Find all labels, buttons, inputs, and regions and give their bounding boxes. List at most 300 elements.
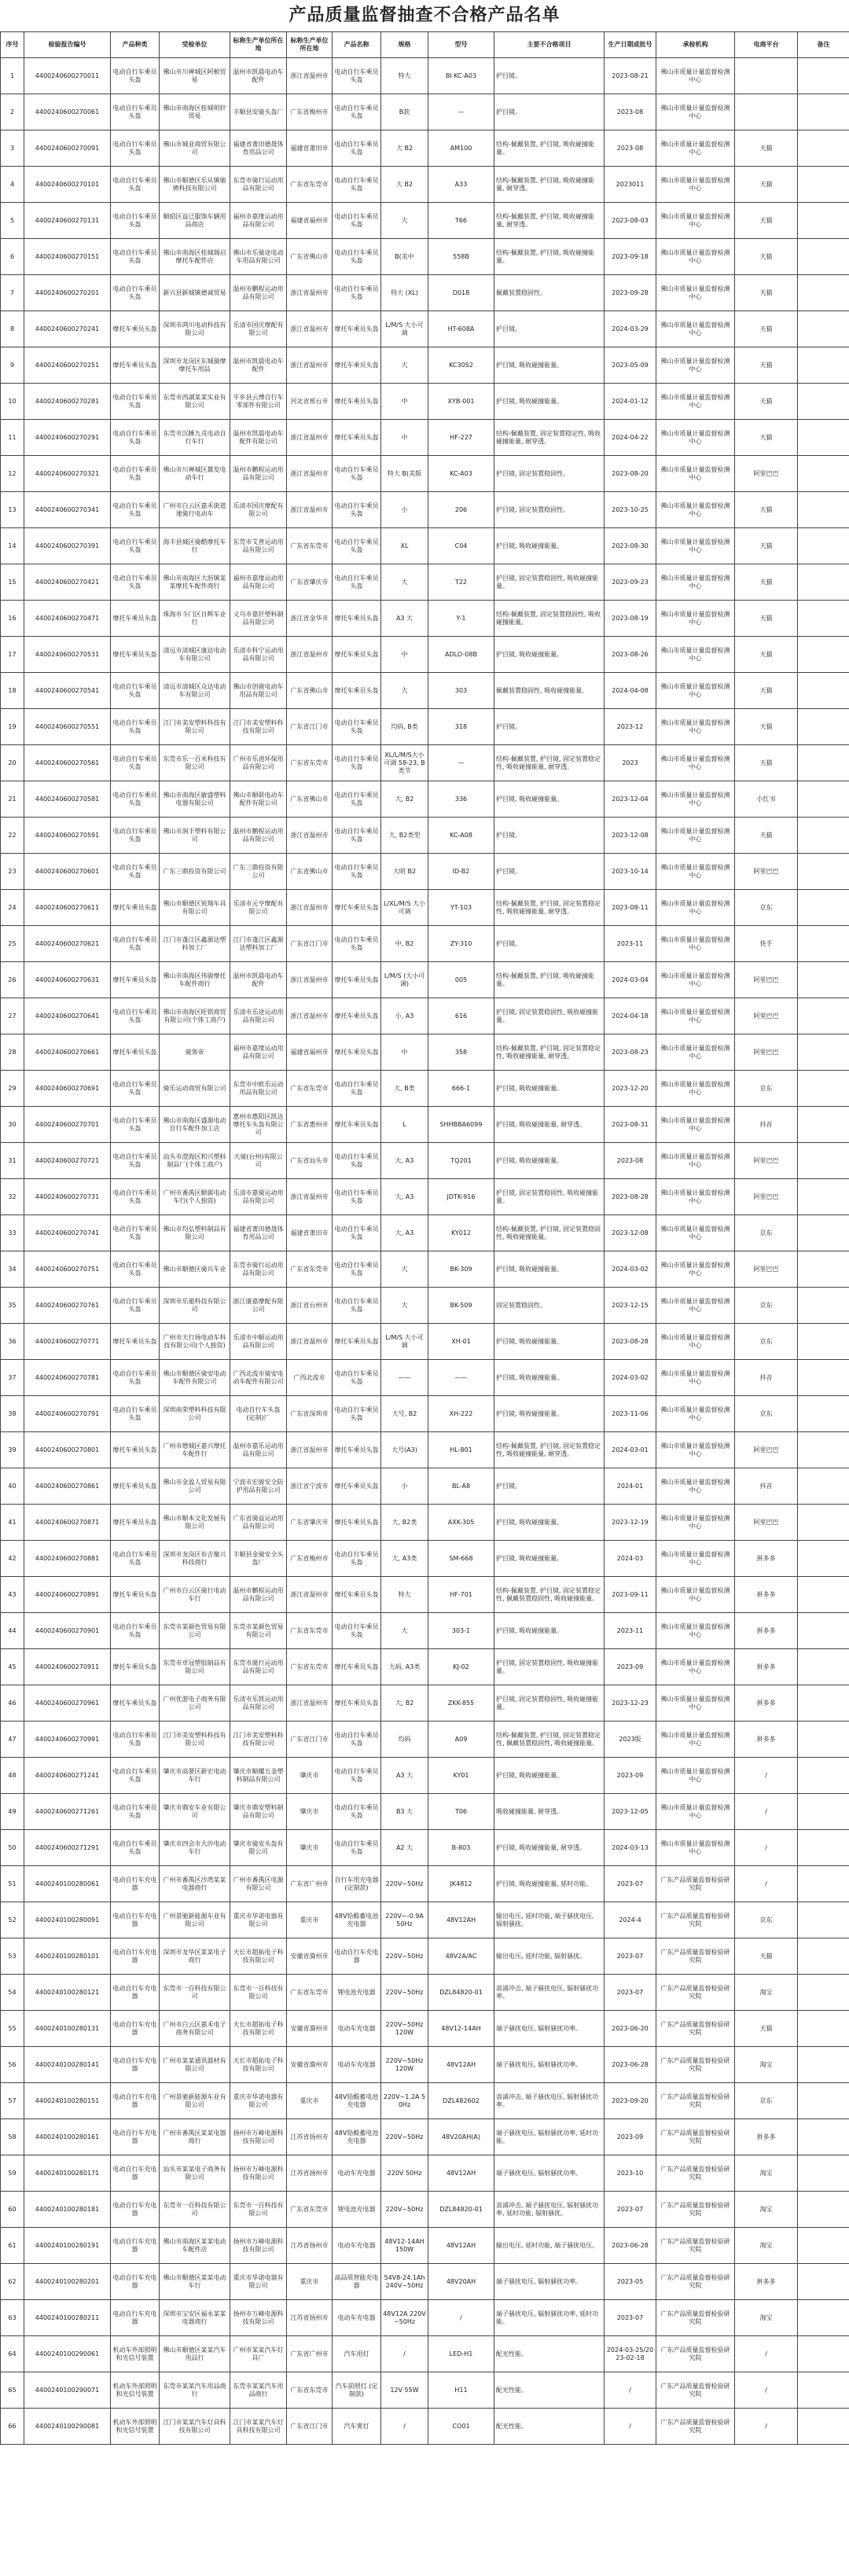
cell-batch: 2023-12-15 <box>605 1288 656 1324</box>
cell-report-no: 4400240600270701 <box>24 1107 111 1143</box>
cell-maker-location: 浙江省温州市 <box>287 998 333 1034</box>
cell-spec: 大 <box>381 564 428 601</box>
cell-lab: 广东产品质量监督检验研究院 <box>656 2409 735 2445</box>
cell-index: 14 <box>1 528 24 564</box>
cell-platform: / <box>735 1866 798 1902</box>
table-row <box>1 1577 849 1613</box>
cell-lab: 佛山市质量计量监督检测中心 <box>656 203 735 239</box>
cell-lab: 佛山市质量计量监督检测中心 <box>656 58 735 94</box>
cell-remark <box>798 745 849 781</box>
cell-spec: 220V~50Hz 120W <box>381 2047 428 2083</box>
table-row <box>1 1866 849 1902</box>
cell-product-name: 电动自行车乘员头盔 <box>333 1360 381 1396</box>
cell-report-no: 4400240600270721 <box>24 1143 111 1179</box>
cell-report-no: 4400240100280131 <box>24 2011 111 2047</box>
cell-lab: 佛山市质量计量监督检测中心 <box>656 962 735 998</box>
cell-category: 电动自行车乘员头盔 <box>111 1215 160 1251</box>
cell-remark <box>798 2119 849 2155</box>
cell-inspected-unit: 广州景驰新能源车业有限公司 <box>160 2083 230 2119</box>
cell-index: 51 <box>1 1866 24 1902</box>
cell-inspected-unit: 佛山市南海区旺铭商贸有限公司(个体工商户) <box>160 998 230 1034</box>
cell-lab: 广东产品质量监督检验研究院 <box>656 1902 735 1938</box>
cell-maker-location: 广东省汕头市 <box>287 1143 333 1179</box>
cell-spec: 220V~-0.9A 50Hz <box>381 1902 428 1938</box>
cell-inspected-unit: 佛山市顺德区某某汽车用品行 <box>160 2336 230 2372</box>
cell-maker-unit: 广东省骑益运动用品有限公司 <box>230 1505 287 1541</box>
cell-report-no: 4400240600270641 <box>24 998 111 1034</box>
cell-maker-location: 重庆市 <box>287 2083 333 2119</box>
cell-batch: 2023-08 <box>605 1143 656 1179</box>
cell-inspected-unit: 东莞市乐一百米科技有限公司 <box>160 745 230 781</box>
cell-maker-unit: 福州市嘉缘运动用品有限公司 <box>230 1034 287 1071</box>
cell-batch: 2023-08-28 <box>605 1324 656 1360</box>
cell-maker-location: 重庆市 <box>287 2264 333 2300</box>
cell-remark <box>798 926 849 962</box>
cell-maker-unit: 扬州市万峰电源科技有限公司 <box>230 2155 287 2192</box>
cell-maker-location: 广东省江门市 <box>287 926 333 962</box>
cell-maker-unit: 乐清市国庆摩配有限公司 <box>230 311 287 347</box>
cell-lab: 佛山市质量计量监督检测中心 <box>656 1034 735 1071</box>
cell-spec: 大, B2类型 <box>381 818 428 854</box>
cell-maker-location: 肇庆市 <box>287 1794 333 1830</box>
cell-category: 电动自行车乘员头盔 <box>111 1396 160 1432</box>
cell-index: 39 <box>1 1432 24 1468</box>
cell-inspected-unit: 江门市美安塑料科技有限公司 <box>160 1722 230 1758</box>
cell-model: ZY-310 <box>428 926 494 962</box>
cell-report-no: 4400240600270631 <box>24 962 111 998</box>
cell-index: 16 <box>1 601 24 637</box>
cell-failed-items: 护目镜, 吸收碰撞能量。 <box>494 1324 605 1360</box>
cell-inspected-unit: 佛山市南海区盛源电动自行车配件加工店 <box>160 1107 230 1143</box>
cell-maker-location: 浙江省宁波市 <box>287 1468 333 1505</box>
table-row <box>1 492 849 528</box>
table-row <box>1 420 849 456</box>
cell-maker-location: 重庆市 <box>287 1902 333 1938</box>
cell-index: 59 <box>1 2155 24 2192</box>
cell-category: 摩托车乘员头盔 <box>111 1468 160 1505</box>
cell-model: A09 <box>428 1722 494 1758</box>
cell-report-no: 4400240600270011 <box>24 58 111 94</box>
cell-index: 26 <box>1 962 24 998</box>
cell-maker-location: 浙江省温州市 <box>287 890 333 926</box>
cell-model: 48V2A/AC <box>428 1938 494 1975</box>
cell-inspected-unit: 海丰县城区骑酷摩托车行 <box>160 528 230 564</box>
cell-product-name: 摩托车乘员头盔 <box>333 673 381 709</box>
cell-lab: 佛山市质量计量监督检测中心 <box>656 890 735 926</box>
cell-platform: 天猫 <box>735 1938 798 1975</box>
cell-spec: 特大 B(美版 <box>381 456 428 492</box>
cell-category: 电动自行车乘员头盔 <box>111 673 160 709</box>
cell-product-name: 电动自行车乘员头盔 <box>333 926 381 962</box>
cell-batch: 2023-12-04 <box>605 781 656 818</box>
cell-index: 56 <box>1 2047 24 2083</box>
cell-platform: 小红书 <box>735 781 798 818</box>
table-row <box>1 1722 849 1758</box>
cell-spec: L/M/S 大小可调 <box>381 1324 428 1360</box>
cell-report-no: 4400240100280061 <box>24 1866 111 1902</box>
cell-maker-location: 广东省东莞市 <box>287 2372 333 2409</box>
cell-lab: 佛山市质量计量监督检测中心 <box>656 275 735 311</box>
cell-maker-unit: 温州市嘉乐运动用品有限公司 <box>230 1432 287 1468</box>
cell-report-no: 4400240600270561 <box>24 745 111 781</box>
cell-spec: 小 <box>381 1468 428 1505</box>
cell-batch: 2023版 <box>605 1722 656 1758</box>
cell-remark <box>798 239 849 275</box>
cell-index: 61 <box>1 2228 24 2264</box>
cell-category: 电动自行车充电器 <box>111 1902 160 1938</box>
cell-remark <box>798 2228 849 2264</box>
cell-report-no: 4400240100280181 <box>24 2192 111 2228</box>
cell-lab: 广东产品质量监督检验研究院 <box>656 1866 735 1902</box>
cell-index: 37 <box>1 1360 24 1396</box>
cell-product-name: 电动自行车乘员头盔 <box>333 745 381 781</box>
cell-category: 机动车外部照明和光信号装置 <box>111 2372 160 2409</box>
cell-lab: 佛山市质量计量监督检测中心 <box>656 1107 735 1143</box>
table-row <box>1 2300 849 2336</box>
cell-inspected-unit: 东莞市某某汽车用品商行 <box>160 2372 230 2409</box>
cell-failed-items: 护目镜, 吸收碰撞能量。 <box>494 1071 605 1107</box>
cell-batch: 2024-03-01 <box>605 1432 656 1468</box>
cell-lab: 佛山市质量计量监督检测中心 <box>656 1722 735 1758</box>
cell-model: 005 <box>428 962 494 998</box>
cell-model: T66 <box>428 203 494 239</box>
cell-failed-items: 吸收碰撞能量, 耐穿透。 <box>494 1794 605 1830</box>
cell-lab: 广东产品质量监督检验研究院 <box>656 2372 735 2409</box>
cell-report-no: 4400240600270531 <box>24 637 111 673</box>
cell-platform: 阿里巴巴 <box>735 1251 798 1288</box>
cell-platform: 天猫 <box>735 673 798 709</box>
cell-batch: 2023-06-20 <box>605 2011 656 2047</box>
cell-report-no: 4400240600270241 <box>24 311 111 347</box>
table-row <box>1 239 849 275</box>
cell-inspected-unit: 深圳市龙岗区东城骑摩摩托车用品 <box>160 347 230 384</box>
cell-category: 电动自行车乘员头盔 <box>111 818 160 854</box>
cell-lab: 佛山市质量计量监督检测中心 <box>656 1830 735 1866</box>
cell-maker-unit: 扬州市万峰电源科技有限公司 <box>230 2300 287 2336</box>
cell-remark <box>798 998 849 1034</box>
cell-product-name: 电动自行车乘员头盔 <box>333 1251 381 1288</box>
cell-batch: 2023011 <box>605 167 656 203</box>
cell-product-name: 电动自行车乘员头盔 <box>333 456 381 492</box>
table-row <box>1 2409 849 2445</box>
cell-remark <box>798 962 849 998</box>
cell-spec: 大, B2 <box>381 1685 428 1722</box>
cell-index: 23 <box>1 854 24 890</box>
cell-product-name: 电动自行车乘员头盔 <box>333 203 381 239</box>
cell-spec: A2 大 <box>381 1830 428 1866</box>
cell-maker-location: 广东省东莞市 <box>287 1613 333 1649</box>
cell-spec: / <box>381 2336 428 2372</box>
table-row <box>1 1975 849 2011</box>
cell-product-name: 电动自行车乘员头盔 <box>333 1071 381 1107</box>
cell-model: DZL482602 <box>428 2083 494 2119</box>
table-row <box>1 1505 849 1541</box>
cell-remark <box>798 2155 849 2192</box>
cell-failed-items: 浪涌冲击, 端子骚扰电压, 辐射骚扰功率, 延时功能, 辐射骚扰。 <box>494 2192 605 2228</box>
cell-category: 电动自行车乘员头盔 <box>111 492 160 528</box>
cell-failed-items: 端子骚扰电压, 辐射骚扰功率。 <box>494 2264 605 2300</box>
cell-inspected-unit: 广州市番禺区顺骐电动车行(个人独资) <box>160 1179 230 1215</box>
cell-maker-location: 浙江省温州市 <box>287 492 333 528</box>
cell-spec: 大 <box>381 1251 428 1288</box>
cell-product-name: 电动自行车乘员头盔 <box>333 1758 381 1794</box>
cell-failed-items: 护目镜, 固定装置稳固性, 吸收碰撞能量。 <box>494 1649 605 1685</box>
cell-product-name: 摩托车乘员头盔 <box>333 890 381 926</box>
cell-remark <box>798 1432 849 1468</box>
cell-maker-location: 浙江省温州市 <box>287 420 333 456</box>
cell-index: 44 <box>1 1613 24 1649</box>
cell-product-name: 电动车充电器 <box>333 2300 381 2336</box>
cell-category: 电动自行车乘员头盔 <box>111 1179 160 1215</box>
cell-maker-location: 广东省梅州市 <box>287 1541 333 1577</box>
cell-spec: L/M/S (大小可调) <box>381 962 428 998</box>
cell-model: BK-309 <box>428 1251 494 1288</box>
cell-index: 31 <box>1 1143 24 1179</box>
cell-product-name: 电动自行车乘员头盔 <box>333 1794 381 1830</box>
cell-inspected-unit: 肇庆市鼎安车业有限公司 <box>160 1794 230 1830</box>
cell-inspected-unit: 佛山市润丰塑料有限公司 <box>160 818 230 854</box>
cell-maker-unit: 佛山市顺联电动车配件有限公司 <box>230 781 287 818</box>
cell-lab: 佛山市质量计量监督检测中心 <box>656 745 735 781</box>
cell-category: 电动自行车充电器 <box>111 2083 160 2119</box>
cell-report-no: 4400240600270061 <box>24 94 111 130</box>
table-row <box>1 637 849 673</box>
table-row <box>1 456 849 492</box>
cell-inspected-unit: 广州市增城区嘉兴摩托车配件行 <box>160 1432 230 1468</box>
cell-batch: 2023-11 <box>605 926 656 962</box>
cell-category: 摩托车乘员头盔 <box>111 1505 160 1541</box>
cell-model: 318 <box>428 709 494 745</box>
cell-platform: 天猫 <box>735 384 798 420</box>
cell-report-no: 4400240600270131 <box>24 203 111 239</box>
cell-maker-location: 广东省东莞市 <box>287 1251 333 1288</box>
cell-inspected-unit: 深圳市鸿川电动科技有限公司 <box>160 311 230 347</box>
cell-report-no: 4400240600270471 <box>24 601 111 637</box>
cell-platform: / <box>735 2336 798 2372</box>
cell-model: JK4812 <box>428 1866 494 1902</box>
cell-failed-items: 端子骚扰电压, 辐射骚扰功率, 延时功能。 <box>494 2300 605 2336</box>
cell-model: KC-A08 <box>428 818 494 854</box>
cell-product-name: 电动自行车乘员头盔 <box>333 781 381 818</box>
cell-maker-unit: 惠州市惠阳区凯达摩托车头盔有限公司 <box>230 1107 287 1143</box>
cell-inspected-unit: 广州市白云区嘉禾电子商务有限公司 <box>160 2011 230 2047</box>
cell-index: 3 <box>1 130 24 167</box>
cell-failed-items: 结构-佩戴装置, 护目镜, 吸收碰撞能量, 耐穿透。 <box>494 167 605 203</box>
cell-report-no: 4400240600270731 <box>24 1179 111 1215</box>
cell-platform: 抖音 <box>735 1360 798 1396</box>
table-row <box>1 1360 849 1396</box>
cell-inspected-unit: 广州优游电子商务有限公司 <box>160 1685 230 1722</box>
cell-failed-items: 佩戴装置稳固性。 <box>494 275 605 311</box>
cell-platform: 拼多多 <box>735 1722 798 1758</box>
cell-lab: 广东产品质量监督检验研究院 <box>656 2011 735 2047</box>
cell-model: DZL84820-01 <box>428 2192 494 2228</box>
cell-inspected-unit: 东莞市某颜色贸易有限公司 <box>160 1613 230 1649</box>
cell-index: 41 <box>1 1505 24 1541</box>
cell-spec: 大 <box>381 203 428 239</box>
cell-lab: 佛山市质量计量监督检测中心 <box>656 1468 735 1505</box>
cell-index: 33 <box>1 1215 24 1251</box>
cell-platform: 京东 <box>735 1215 798 1251</box>
cell-spec: 大明 B2 <box>381 854 428 890</box>
cell-inspected-unit: 深圳市龙岗区布吉聚兴科技商行 <box>160 1541 230 1577</box>
table-row <box>1 384 849 420</box>
column-header-col-maker-location: 标称生产单位所在地 <box>287 32 333 58</box>
cell-inspected-unit: 广州市番禺区沙湾某某电器商行 <box>160 1866 230 1902</box>
cell-report-no: 4400240100290071 <box>24 2372 111 2409</box>
cell-model: H11 <box>428 2372 494 2409</box>
cell-batch: 2023-08-23 <box>605 1034 656 1071</box>
cell-index: 15 <box>1 564 24 601</box>
cell-report-no: 4400240600270751 <box>24 1251 111 1288</box>
cell-index: 40 <box>1 1468 24 1505</box>
cell-maker-location: 广东省肇庆市 <box>287 564 333 601</box>
cell-failed-items: 端子骚扰电压, 辐射骚扰功率。 <box>494 2011 605 2047</box>
cell-failed-items: 浪涌冲击, 端子骚扰电压, 辐射骚扰功率。 <box>494 1975 605 2011</box>
cell-maker-location: 广东省广州市 <box>287 1866 333 1902</box>
cell-maker-unit: 东莞市骑行运动用品有限公司 <box>230 1251 287 1288</box>
cell-maker-unit: 天骑(台州)有限公司 <box>230 1143 287 1179</box>
cell-category: 电动自行车充电器 <box>111 1866 160 1902</box>
cell-remark <box>798 890 849 926</box>
cell-model: CO01 <box>428 2409 494 2445</box>
cell-report-no: 4400240600270761 <box>24 1288 111 1324</box>
column-header-col-index: 序号 <box>1 32 24 58</box>
cell-platform: 天猫 <box>735 203 798 239</box>
cell-category: 电动自行车乘员头盔 <box>111 203 160 239</box>
cell-inspected-unit: 广州市白云区嘉禾街道速骑行电动车 <box>160 492 230 528</box>
cell-report-no: 4400240600271241 <box>24 1758 111 1794</box>
cell-remark <box>798 492 849 528</box>
cell-lab: 广东产品质量监督检验研究院 <box>656 2155 735 2192</box>
cell-product-name: 摩托车乘员头盔 <box>333 384 381 420</box>
cell-failed-items: 护目镜。 <box>494 94 605 130</box>
cell-inspected-unit: 广东三鼎投资有限公司 <box>160 854 230 890</box>
cell-batch: 2024-4 <box>605 1902 656 1938</box>
cell-product-name: 摩托车乘员头盔 <box>333 1324 381 1360</box>
cell-model: JDTK-916 <box>428 1179 494 1215</box>
cell-lab: 佛山市质量计量监督检测中心 <box>656 998 735 1034</box>
cell-maker-unit: 天长市超拓电子科技有限公司 <box>230 2047 287 2083</box>
cell-failed-items: 护目镜。 <box>494 926 605 962</box>
cell-report-no: 4400240600270101 <box>24 167 111 203</box>
table-row <box>1 1324 849 1360</box>
cell-batch: 2023-09-20 <box>605 2083 656 2119</box>
cell-category: 摩托车乘员头盔 <box>111 1432 160 1468</box>
cell-maker-location: 安徽省滁州市 <box>287 2047 333 2083</box>
table-row <box>1 890 849 926</box>
cell-maker-unit: 天长市超拓电子科技有限公司 <box>230 2011 287 2047</box>
cell-platform: / <box>735 1758 798 1794</box>
cell-platform: 快手 <box>735 926 798 962</box>
cell-model: 48V12AH <box>428 1902 494 1938</box>
cell-maker-unit: 广西北流市骑安电动车配件有限公司 <box>230 1360 287 1396</box>
cell-product-name: 摩托车乘员头盔 <box>333 962 381 998</box>
cell-failed-items: 护目镜。 <box>494 1468 605 1505</box>
cell-report-no: 4400240600270541 <box>24 673 111 709</box>
cell-remark <box>798 1830 849 1866</box>
cell-spec: L <box>381 1107 428 1143</box>
cell-model: XYB-001 <box>428 384 494 420</box>
cell-inspected-unit: 江门市蓬江区鑫源达塑料加工厂 <box>160 926 230 962</box>
cell-spec: XL <box>381 528 428 564</box>
cell-remark <box>798 2409 849 2445</box>
cell-report-no: 4400240600270091 <box>24 130 111 167</box>
cell-remark <box>798 1468 849 1505</box>
cell-category: 电动自行车乘员头盔 <box>111 781 160 818</box>
cell-model: / <box>428 2300 494 2336</box>
cell-category: 电动自行车乘员头盔 <box>111 58 160 94</box>
cell-failed-items: 护目镜, 吸收碰撞能量。 <box>494 1613 605 1649</box>
cell-maker-location: 福建省福州市 <box>287 203 333 239</box>
cell-maker-location: 浙江省温州市 <box>287 962 333 998</box>
cell-report-no: 4400240600270771 <box>24 1324 111 1360</box>
table-row <box>1 2192 849 2228</box>
cell-spec: 大 <box>381 347 428 384</box>
cell-report-no: 4400240600270961 <box>24 1685 111 1722</box>
table-row <box>1 962 849 998</box>
cell-failed-items: 护目镜, 吸收碰撞能量。 <box>494 1251 605 1288</box>
table-row <box>1 926 849 962</box>
table-row <box>1 2372 849 2409</box>
cell-failed-items: 端子骚扰电压, 辐射骚扰功率。 <box>494 2047 605 2083</box>
cell-failed-items: 护目镜。 <box>494 818 605 854</box>
cell-index: 65 <box>1 2372 24 2409</box>
cell-model: 303 <box>428 673 494 709</box>
cell-inspected-unit: 东莞市一百科技有限公司 <box>160 1975 230 2011</box>
cell-index: 45 <box>1 1649 24 1685</box>
cell-platform: 天猫 <box>735 239 798 275</box>
cell-remark <box>798 1034 849 1071</box>
cell-product-name: 摩托车乘员头盔 <box>333 1649 381 1685</box>
cell-lab: 佛山市质量计量监督检测中心 <box>656 94 735 130</box>
cell-platform: 天猫 <box>735 601 798 637</box>
cell-spec: 中 <box>381 420 428 456</box>
cell-product-name: 电动自行车乘员头盔 <box>333 1179 381 1215</box>
cell-report-no: 4400240600270871 <box>24 1505 111 1541</box>
cell-remark <box>798 601 849 637</box>
cell-remark <box>798 130 849 167</box>
cell-inspected-unit: 广州市番禺区某某电器商行 <box>160 2119 230 2155</box>
cell-lab: 佛山市质量计量监督检测中心 <box>656 239 735 275</box>
cell-index: 50 <box>1 1830 24 1866</box>
cell-category: 电动自行车乘员头盔 <box>111 1071 160 1107</box>
cell-category: 摩托车乘员头盔 <box>111 1034 160 1071</box>
cell-failed-items: 护目镜。 <box>494 709 605 745</box>
cell-batch: 2023-10-25 <box>605 492 656 528</box>
cell-remark <box>798 2047 849 2083</box>
table-row <box>1 1758 849 1794</box>
cell-platform: 京东 <box>735 1324 798 1360</box>
cell-failed-items: 护目镜, 吸收碰撞能量。 <box>494 347 605 384</box>
cell-inspected-unit: 骑客帝 <box>160 1034 230 1071</box>
cell-spec: 大 <box>381 1613 428 1649</box>
cell-model: KJ-02 <box>428 1649 494 1685</box>
cell-failed-items: 配光性能。 <box>494 2336 605 2372</box>
column-header-col-batch: 生产日期或批号 <box>605 32 656 58</box>
cell-platform: 阿里巴巴 <box>735 1505 798 1541</box>
cell-remark <box>798 1324 849 1360</box>
cell-remark <box>798 2300 849 2336</box>
cell-remark <box>798 2011 849 2047</box>
cell-maker-location: 浙江省温州市 <box>287 1324 333 1360</box>
cell-remark <box>798 1722 849 1758</box>
cell-index: 18 <box>1 673 24 709</box>
cell-product-name: 电动自行车乘员头盔 <box>333 1288 381 1324</box>
cell-failed-items: 护目镜, 吸收碰撞能量。 <box>494 1360 605 1396</box>
cell-platform: 阿里巴巴 <box>735 998 798 1034</box>
cell-remark <box>798 94 849 130</box>
